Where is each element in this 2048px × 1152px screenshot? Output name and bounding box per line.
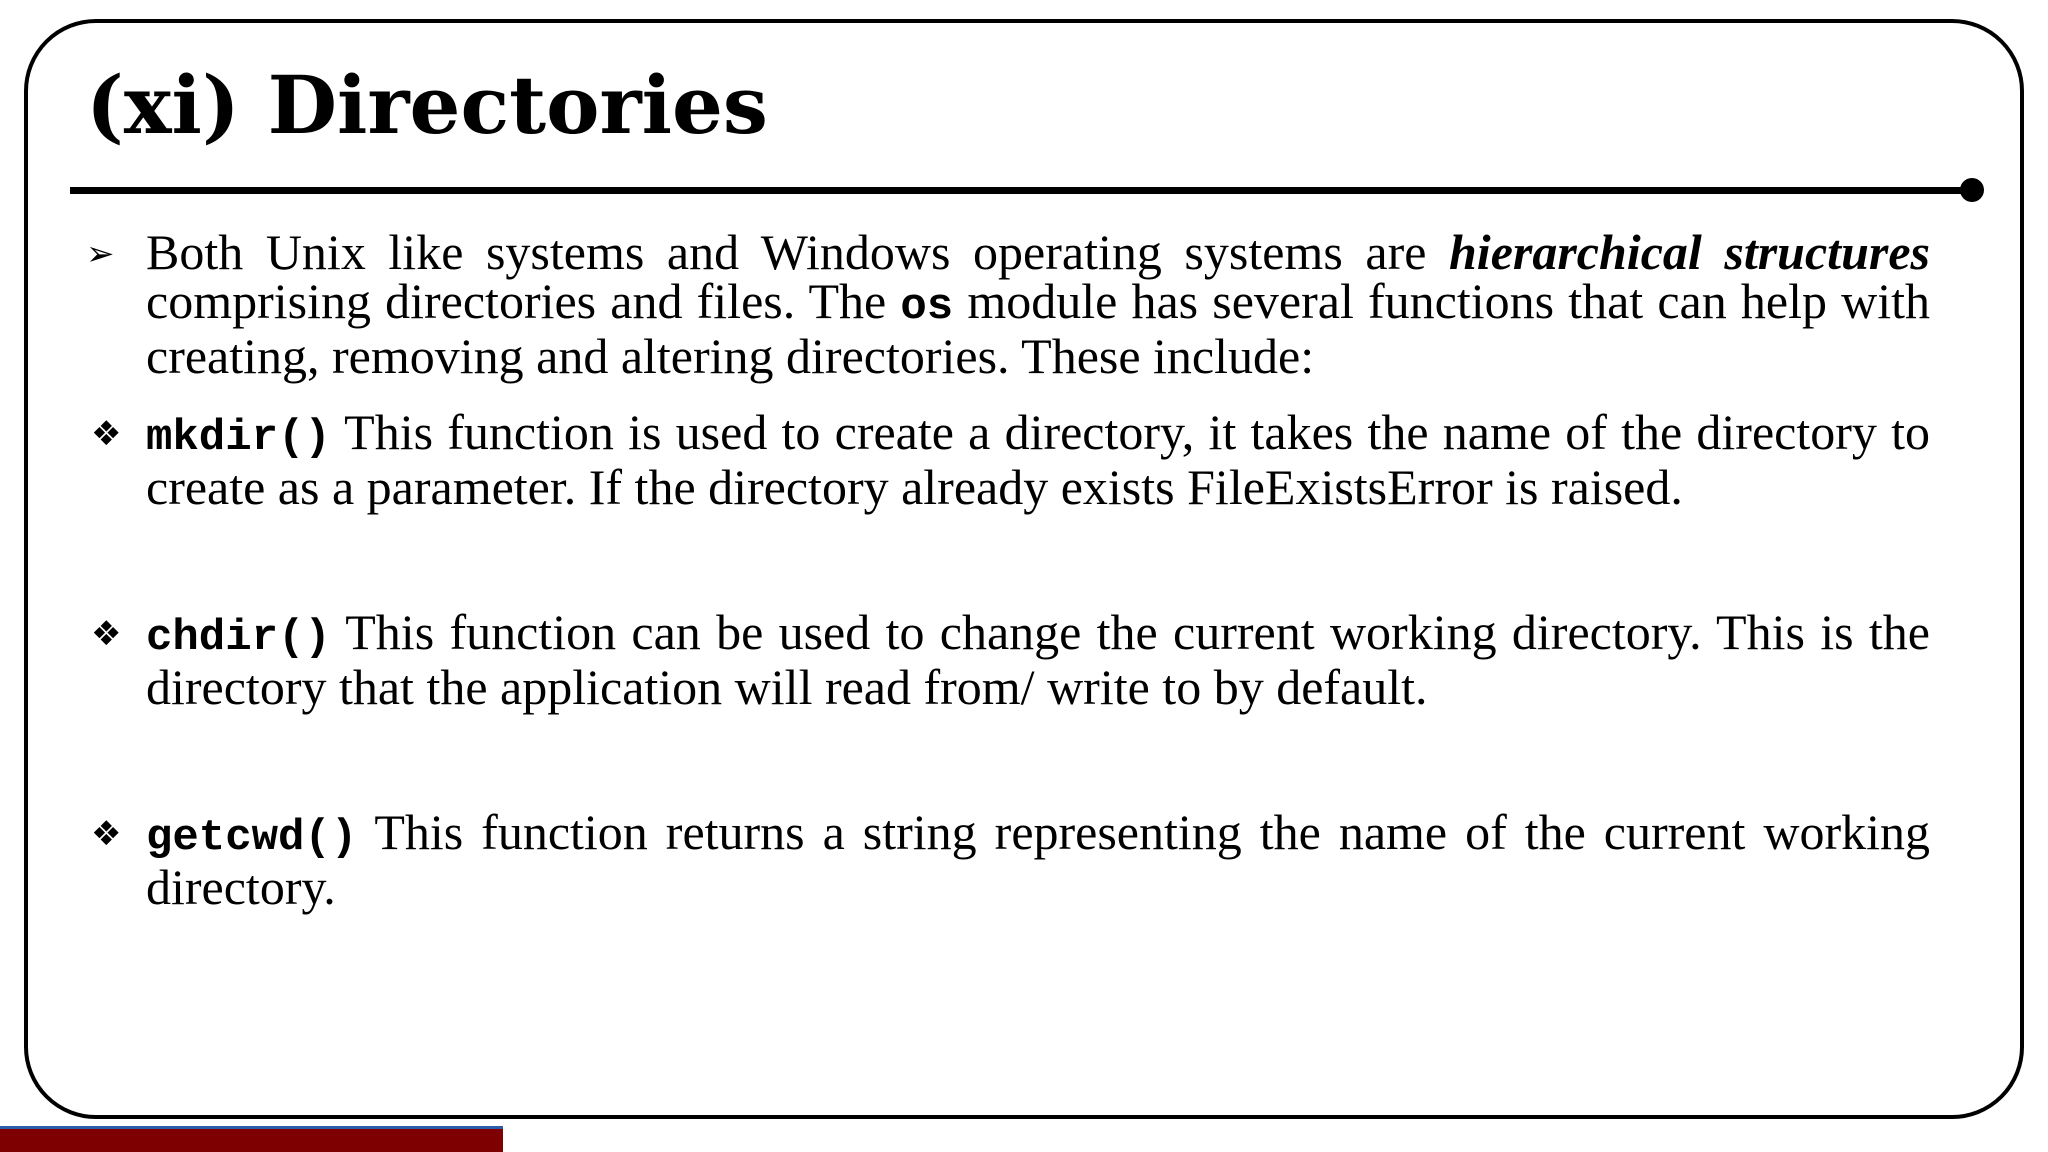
function-description: This function can be used to change the current working directory. This is the directory that the application will read from/ write to by default. [146,604,1930,715]
function-name: getcwd() [146,813,358,863]
intro-paragraph [86,224,1931,384]
function-name: mkdir() [146,413,331,463]
intro-text-3: module has several functions that can help with creating, removing and altering directories. These include: [146,273,1931,384]
diamond-bullet-icon: ❖ [91,414,122,454]
slide-content [86,224,1931,915]
slide-title: (xi) Directories [86,58,768,152]
intro-emphasis: hierarchical structures [1449,224,1930,280]
footer-accent-bar [0,1126,503,1152]
diamond-bullet-icon: ❖ [91,614,122,654]
arrowhead-bullet-icon: ➢ [86,234,115,274]
intro-text-1: Both Unix like systems and Windows operating systems are [146,224,1449,280]
diamond-bullet-icon: ❖ [91,814,122,854]
intro-code-os: os [900,282,954,332]
intro-text-2: comprising directories and files. The [146,273,901,329]
list-item-getcwd [91,804,1930,915]
function-description: This function is used to create a directory, it takes the name of the directory to create as a parameter. If the directory already exists FileExistsError is raised. [146,404,1930,515]
title-rule [70,187,1975,194]
list-item-mkdir [91,404,1930,515]
list-item-chdir [91,604,1930,715]
function-name: chdir() [146,613,331,663]
title-rule-end-dot [1960,178,1984,202]
function-description: This function returns a string representing the name of the current working directory. [146,804,1930,915]
